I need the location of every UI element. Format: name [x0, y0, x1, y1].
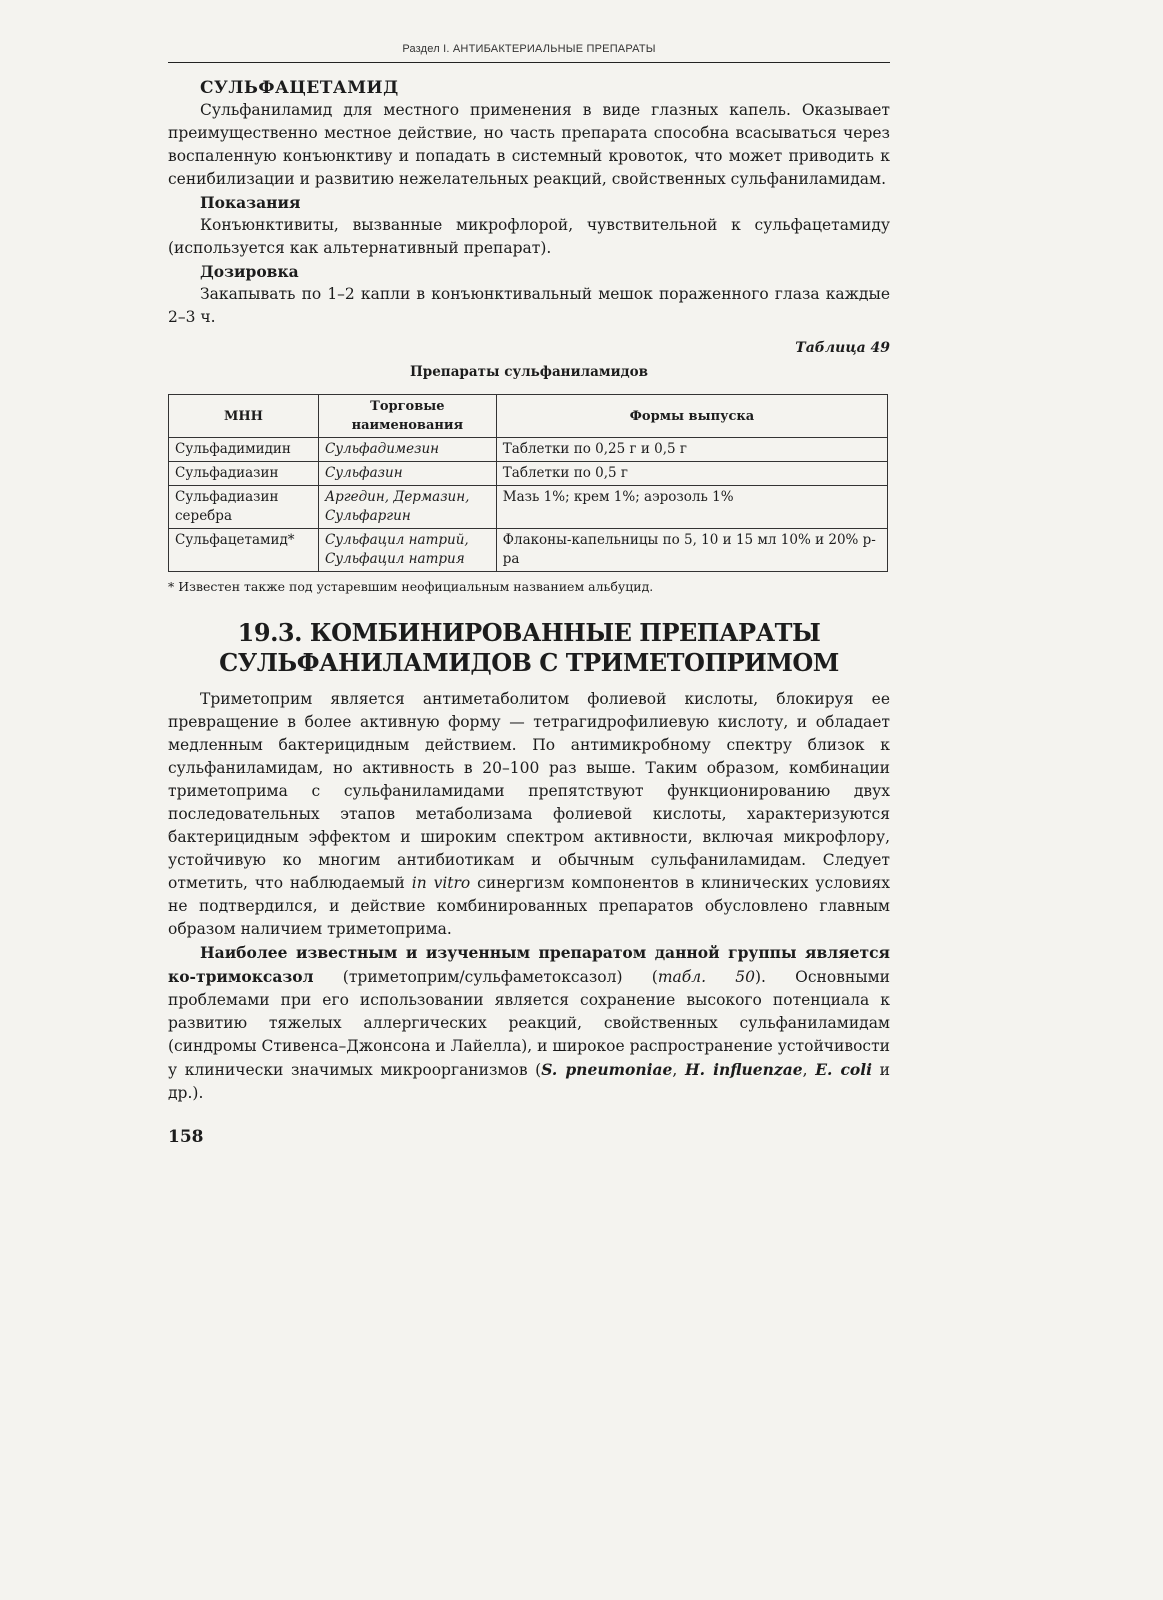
para2-text-b: ). Основными проблемами при его использовании является сохранение высокого потенциала к развитию тяжелых аллергических реакций, свойственных сульфаниламидам (синдромы Стивенса–Джонсона и Лайелла), и широкое распространение устойчивости у клинически значимых микроорганизмов (: [168, 968, 890, 1079]
drugs-table: [168, 394, 888, 572]
table-footnote: * Известен также под устаревшим неофициальным названием альбуцид.: [168, 579, 654, 594]
cell-inn: Сульфацетамид*: [169, 529, 319, 572]
para2-end: и др.).: [168, 1061, 890, 1102]
para1-text-a: Триметоприм является антиметаболитом фолиевой кислоты, блокируя ее превращение в более активную форму — тетрагидрофилиевую кислоту, и обладает медленным бактерицидным действием. По антимикробному спектру близок к сульфаниламидам, но активность в 20–100 раз выше. Таким образом, комбинации триметоприма с сульфаниламидами препятствуют функционированию двух последовательных этапов метаболизама фолиевой кислоты, характеризуются бактерицидным эффектом и широким спектром активности, включая микрофлору, устойчивую ко многим антибиотикам и обычным сульфаниламидам. Следует отметить, что наблюдаемый: [168, 690, 890, 892]
organism-name: E. coli: [815, 1060, 873, 1079]
drug-intro: Сульфаниламид для местного применения в виде глазных капель. Оказывает преимущественно местное действие, но часть препарата способна всасываться через воспаленную конъюнктиву и попадать в системный кровоток, что может приводить к сенибилизации и развитию нежелательных реакций, свойственных сульфаниламидам.: [168, 101, 890, 188]
running-head: Раздел I. АНТИБАКТЕРИАЛЬНЫЕ ПРЕПАРАТЫ: [402, 43, 656, 55]
trimethoprim-paragraph: [168, 688, 890, 941]
section-title-line1: 19.3. КОМБИНИРОВАННЫЕ ПРЕПАРАТЫ: [237, 618, 821, 647]
book-page: [168, 40, 890, 1147]
para2-text-a: (триметоприм/сульфаметоксазол) (: [313, 968, 658, 986]
para1-text-b: синергизм компонентов в клинических условиях не подтвердился, и действие комбинированных препаратов обусловлено главным образом наличием триметоприма.: [168, 874, 890, 938]
drug-title: СУЛЬФАЦЕТАМИД: [200, 78, 399, 98]
cotrimoxazole-paragraph: [168, 941, 890, 1105]
header-forms: Формы выпуска: [496, 395, 887, 438]
table-caption: Таблица 49: [795, 340, 890, 356]
para2-bold-lead: Наиболее известным и изученным препаратом данной группы является ко-тримоксазол: [168, 943, 890, 986]
table-row: [169, 462, 888, 486]
table-reference: табл. 50: [657, 968, 755, 986]
page-number: 158: [168, 1127, 204, 1147]
table-row: [169, 529, 888, 572]
table-row: [169, 486, 888, 529]
organism-name: H. influenzae: [684, 1060, 803, 1079]
cell-inn: Сульфадимидин: [169, 438, 319, 462]
cell-trade-name: Сульфазин: [318, 462, 496, 486]
cell-forms: Таблетки по 0,5 г: [496, 462, 887, 486]
cell-forms: Таблетки по 0,25 г и 0,5 г: [496, 438, 887, 462]
cell-trade-name: Сульфацил натрий, Сульфацил натрия: [318, 529, 496, 572]
section-title-line2: СУЛЬФАНИЛАМИДОВ С ТРИМЕТОПРИМОМ: [219, 648, 839, 677]
cell-forms: Флаконы-капельницы по 5, 10 и 15 мл 10% и 20% р-ра: [496, 529, 887, 572]
separator: ,: [802, 1061, 816, 1079]
in-vitro-term: in vitro: [411, 874, 471, 892]
section-title: [168, 618, 890, 678]
cell-forms: Мазь 1%; крем 1%; аэрозоль 1%: [496, 486, 887, 529]
header-inn: МНН: [169, 395, 319, 438]
cell-inn: Сульфадиазин серебра: [169, 486, 319, 529]
cell-trade-name: Сульфадимезин: [318, 438, 496, 462]
header-rule: [168, 62, 890, 63]
indications-text: Конъюнктивиты, вызванные микрофлорой, чувствительной к сульфацетамиду (используется как альтернативный препарат).: [168, 216, 890, 257]
separator: ,: [672, 1061, 685, 1079]
table-row: [169, 438, 888, 462]
table-header-row: [169, 395, 888, 438]
dosage-heading: Дозировка: [200, 262, 299, 281]
cell-trade-name: Аргедин, Дермазин, Сульфаргин: [318, 486, 496, 529]
indications-heading: Показания: [200, 193, 301, 212]
organism-name: S. pneumoniae: [541, 1060, 673, 1079]
header-trade-names: Торговые наименования: [318, 395, 496, 438]
dosage-text: Закапывать по 1–2 капли в конъюнктивальный мешок пораженного глаза каждые 2–3 ч.: [168, 285, 890, 326]
cell-inn: Сульфадиазин: [169, 462, 319, 486]
table-title: Препараты сульфаниламидов: [410, 364, 648, 380]
